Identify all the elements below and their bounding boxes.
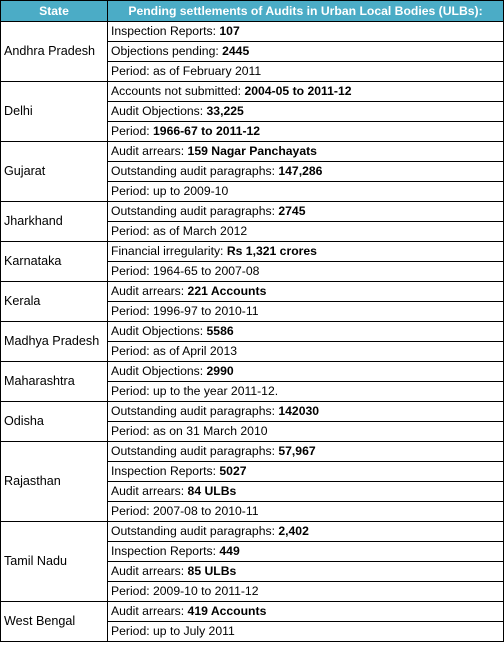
detail-label: Period: 1996-97 to 2010-11 [111,304,259,318]
detail-cell [108,402,504,422]
detail-label: Audit Objections: [111,364,207,378]
detail-label: Outstanding audit paragraphs: [111,404,279,418]
detail-value: 84 ULBs [187,484,237,498]
detail-label: Objections pending: [111,44,223,58]
detail-cell [108,602,504,622]
header-state: State [1,1,108,22]
detail-value: 2,402 [278,524,309,538]
detail-label: Audit arrears: [111,284,188,298]
detail-cell [108,462,504,482]
detail-value: 221 Accounts [187,284,267,298]
detail-cell [108,82,504,102]
table-row [1,322,504,342]
detail-cell [108,542,504,562]
detail-cell [108,262,504,282]
detail-label: Period: as of February 2011 [111,64,262,78]
detail-value: 2445 [222,44,250,58]
detail-cell [108,342,504,362]
detail-cell [108,582,504,602]
table-row [1,242,504,262]
detail-cell [108,282,504,302]
table-row [1,442,504,462]
detail-value: 85 ULBs [187,564,237,578]
detail-cell [108,362,504,382]
detail-label: Audit arrears: [111,564,188,578]
detail-label: Audit arrears: [111,144,188,158]
table-row [1,282,504,302]
detail-label: Period: up to 2009-10 [111,184,229,198]
detail-cell [108,322,504,342]
state-cell: Madhya Pradesh [1,322,108,362]
detail-value: 107 [219,24,240,38]
table-header [1,1,504,22]
detail-cell [108,442,504,462]
detail-cell [108,102,504,122]
detail-value: 159 Nagar Panchayats [187,144,317,158]
detail-cell [108,562,504,582]
detail-value: 33,225 [206,104,244,118]
header-row [1,1,504,22]
detail-label: Period: up to July 2011 [111,624,235,638]
detail-cell [108,502,504,522]
detail-cell [108,302,504,322]
detail-cell [108,522,504,542]
detail-cell [108,242,504,262]
detail-label: Audit arrears: [111,484,188,498]
table-row [1,602,504,622]
detail-value: Rs 1,321 crores [226,244,317,258]
table-body [1,22,504,642]
detail-value: 2745 [278,204,306,218]
state-cell: Delhi [1,82,108,142]
detail-label: Outstanding audit paragraphs: [111,524,279,538]
detail-value: 147,286 [278,164,323,178]
table-row [1,82,504,102]
header-detail: Pending settlements of Audits in Urban Local Bodies (ULBs): [108,1,504,22]
detail-value: 419 Accounts [187,604,267,618]
detail-cell [108,122,504,142]
detail-label: Inspection Reports: [111,544,220,558]
detail-label: Audit arrears: [111,604,188,618]
detail-cell [108,142,504,162]
detail-label: Outstanding audit paragraphs: [111,204,279,218]
detail-cell [108,622,504,642]
state-cell: West Bengal [1,602,108,642]
detail-value: 2004-05 to 2011-12 [244,84,352,98]
state-cell: Tamil Nadu [1,522,108,602]
detail-label: Period: 2009-10 to 2011-12 [111,584,259,598]
state-cell: Rajasthan [1,442,108,522]
detail-label: Accounts not submitted: [111,84,245,98]
detail-value: 57,967 [278,444,316,458]
state-cell: Andhra Pradesh [1,22,108,82]
detail-label: Financial irregularity: [111,244,227,258]
detail-cell [108,42,504,62]
state-cell: Kerala [1,282,108,322]
detail-value: 5586 [206,324,234,338]
detail-label: Period: up to the year 2011-12. [111,384,279,398]
detail-label: Inspection Reports: [111,464,220,478]
table-row [1,522,504,542]
state-cell: Jharkhand [1,202,108,242]
detail-label: Inspection Reports: [111,24,220,38]
detail-label: Period: 1964-65 to 2007-08 [111,264,260,278]
detail-label: Audit Objections: [111,104,207,118]
detail-label: Period: 2007-08 to 2010-11 [111,504,259,518]
detail-label: Period: as on 31 March 2010 [111,424,268,438]
table-row [1,202,504,222]
detail-cell [108,382,504,402]
table-row [1,402,504,422]
detail-cell [108,202,504,222]
detail-label: Audit Objections: [111,324,207,338]
detail-label: Outstanding audit paragraphs: [111,444,279,458]
table-row [1,362,504,382]
table-row [1,142,504,162]
detail-label: Period: [111,124,154,138]
detail-value: 1966-67 to 2011-12 [153,124,261,138]
detail-label: Period: as of April 2013 [111,344,238,358]
detail-value: 2990 [206,364,234,378]
detail-cell [108,182,504,202]
detail-value: 142030 [278,404,320,418]
detail-label: Period: as of March 2012 [111,224,248,238]
detail-cell [108,422,504,442]
state-cell: Maharashtra [1,362,108,402]
state-cell: Odisha [1,402,108,442]
detail-cell [108,162,504,182]
detail-cell [108,62,504,82]
detail-cell [108,222,504,242]
detail-value: 5027 [219,464,247,478]
detail-value: 449 [219,544,240,558]
table-row [1,22,504,42]
state-cell: Karnataka [1,242,108,282]
state-cell: Gujarat [1,142,108,202]
detail-cell [108,22,504,42]
detail-cell [108,482,504,502]
detail-label: Outstanding audit paragraphs: [111,164,279,178]
